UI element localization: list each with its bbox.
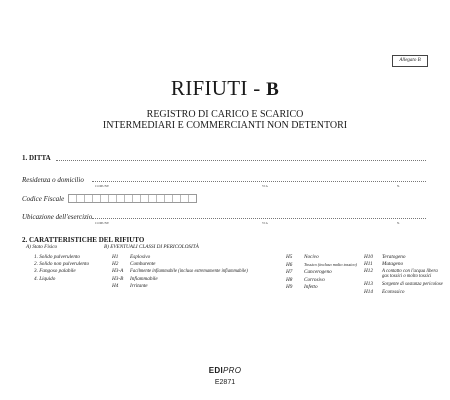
classe-item: H6 Tossico (incluso molto tossico) [286, 262, 357, 269]
stato-fisico-item: 1. Solido pulverulento [34, 254, 80, 260]
classe-item: H2 Comburente [112, 261, 156, 268]
residenza-via: VIA [262, 184, 268, 188]
allegato-label: Allegato B [392, 55, 428, 67]
residenza-n: N. [397, 184, 401, 188]
classe-item: H7 Cancerogeno [286, 269, 332, 276]
classe-item: H3-A Facilmente infiammabile (incluso estremamente infiammabile) [112, 268, 248, 275]
section-ditta-heading: 1. DITTA [22, 154, 51, 162]
classe-item: H5 Nocivo [286, 254, 319, 260]
title-main: RIFIUTI - [170, 76, 267, 100]
subtitle-line-2: INTERMEDIARI E COMMERCIANTI NON DETENTORI [102, 120, 348, 131]
ubicazione-n: N. [397, 221, 401, 225]
stato-fisico-item: 4. Liquido [34, 275, 56, 282]
ditta-line[interactable] [56, 160, 426, 161]
residenza-comune: COMUNE [95, 184, 110, 188]
ubicazione-via: VIA [262, 221, 268, 225]
classe-item: H4 Irritante [112, 282, 148, 289]
classe-item: H13 Sorgente di sostanza pericolose [364, 281, 443, 288]
classe-item: H1 Esplosivo [112, 254, 151, 260]
classe-item: H14 Ecotossico [364, 288, 405, 295]
ubicazione-line[interactable] [92, 218, 426, 219]
classe-item: H9 Infetto [286, 283, 318, 290]
classe-item: H3-B Infiammabile [112, 275, 158, 282]
brand-name: EDIPRO [208, 366, 242, 375]
codice-fiscale-label: Codice Fiscale [22, 195, 65, 203]
classi-label: B) EVENTUALI CLASSI DI PERICOLOSITÀ [104, 244, 199, 250]
section-caratteristiche-heading: 2. CARATTERISTICHE DEL RIFIUTO [22, 236, 145, 244]
classe-item: H10 Teratogeno [364, 254, 406, 260]
codice-fiscale-boxes[interactable] [68, 194, 197, 203]
ubicazione-comune: COMUNE [95, 221, 110, 225]
residenza-label: Residenza o domicilio [22, 176, 84, 184]
subtitle-line-1: REGISTRO DI CARICO E SCARICO [146, 109, 304, 120]
publisher-logo [0, 360, 450, 386]
residenza-line[interactable] [92, 181, 426, 182]
page-title [0, 76, 450, 101]
stato-fisico-item: 2. Solido non pulverulento [34, 261, 90, 268]
stato-fisico-item: 3. Fangoso palabile [34, 268, 76, 275]
product-code: E2871 [214, 379, 236, 386]
ubicazione-label: Ubicazione dell'esercizio [22, 213, 93, 221]
classe-item: H11 Mutageno [364, 261, 404, 268]
classe-item: H8 Corrosivo [286, 276, 325, 283]
classi-column-1 [112, 254, 282, 290]
classi-column-3 [364, 254, 444, 296]
title-letter: B [266, 79, 280, 100]
stato-fisico-label: A) Stato Fisico [26, 244, 58, 250]
stato-fisico-list [34, 254, 89, 283]
classe-item: H12 A contatto con l'acqua libera gas tossici o molto tossici [364, 268, 438, 280]
classi-column-2 [286, 254, 364, 291]
